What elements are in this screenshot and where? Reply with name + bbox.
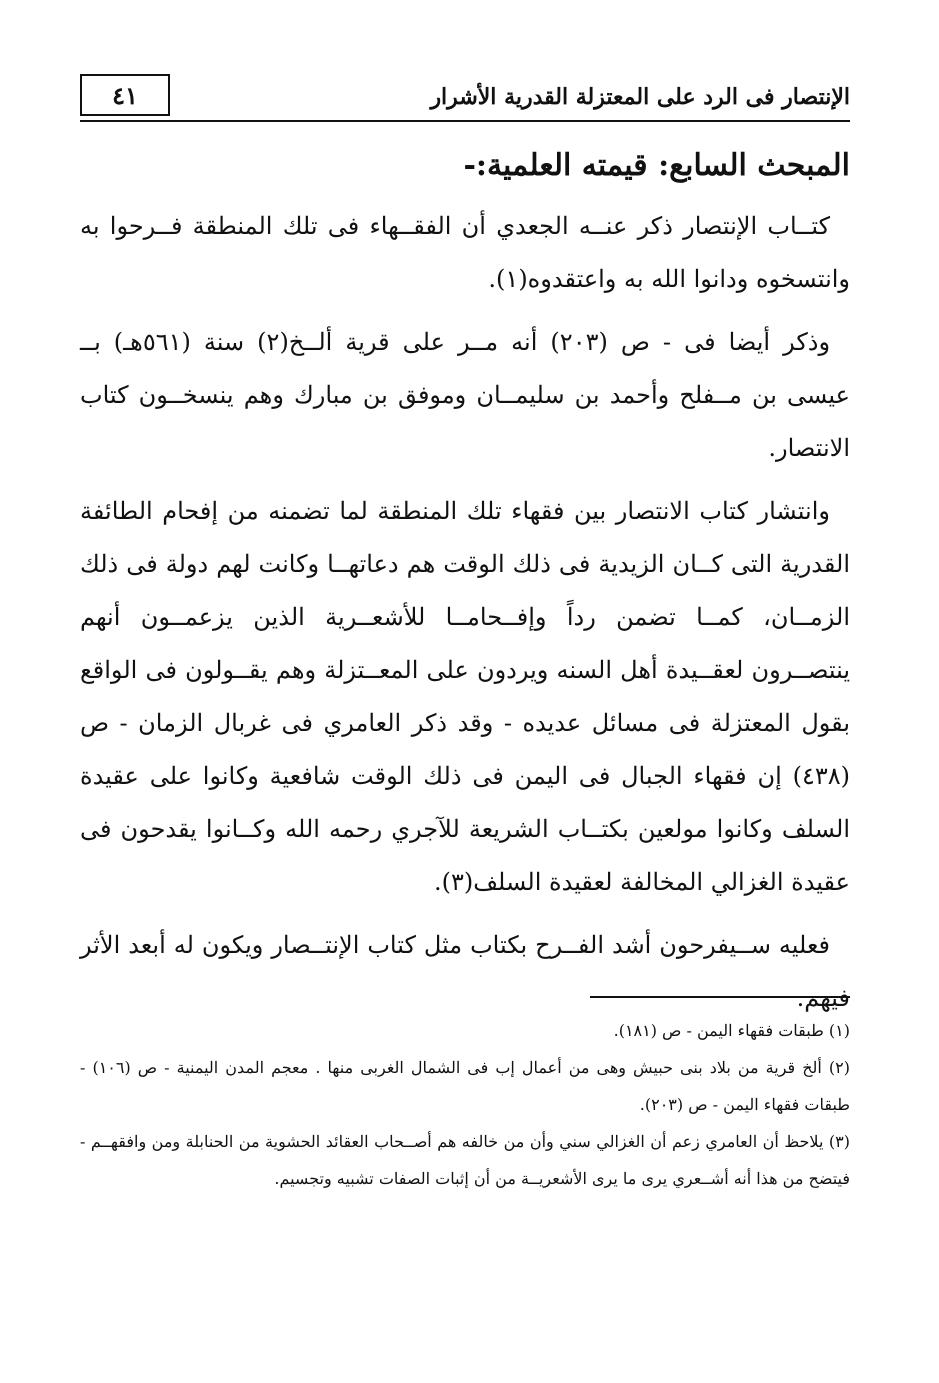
footnote-2: (٢) ألخ قرية من بلاد بنى حبيش وهى من أعمال إب فى الشمال الغربى منها . معجم المدن اليمنية - ص (١٠٦) - طبقات فقهاء اليمن - ص (٢٠٣). bbox=[80, 1058, 851, 1114]
footnotes bbox=[80, 1012, 850, 1197]
footnote-1: (١) طبقات فقهاء اليمن - ص (١٨١). bbox=[613, 1021, 850, 1040]
paragraph-3: وانتشار كتاب الانتصار بين فقهاء تلك المنطقة لما تضمنه من إفحام الطائفة القدرية التى كــان الزيدية فى ذلك الوقت هم دعاتهــا وكانت لهم دولة فى ذلك الزمــان، كمــا تضمن رداً وإفــحامــا للأشعــرية الذين يزعمــون أنهم ينتصــرون لعقــيدة أهل السنه ويردون على المعــتزلة وهم يقــولون فى الواقع بقول المعتزلة فى مسائل عديده - وقد ذكر العامري فى غربال الزمان - ص (٤٣٨) إن فقهاء الجبال فى اليمن فى ذلك الوقت شافعية وكانوا على عقيدة السلف وكانوا مولعين بكتــاب الشريعة للآجري رحمه الله وكــانوا يقدحون فى عقيدة الغزالي المخالفة لعقيدة السلف(٣). bbox=[80, 497, 850, 896]
running-title: الإنتصار فى الرد على المعتزلة القدرية الأشرار bbox=[430, 84, 850, 110]
header-rule bbox=[80, 120, 850, 122]
paragraph-4: فعليه ســيفرحون أشد الفــرح بكتاب مثل كتاب الإنتــصار ويكون له أبعد الأثر فيهم. bbox=[80, 931, 850, 1012]
footnote-3: (٣) يلاحظ أن العامري زعم أن الغزالي سني وأن من خالفه هم أصــحاب العقائد الحشوية من الحنابلة ومن وافقهــم - فيتضح من هذا أنه أشــعري يرى ما يرى الأشعريــة من أن إثبات الصفات تشبيه وتجسيم. bbox=[80, 1132, 851, 1188]
page-header bbox=[80, 66, 850, 126]
paragraph-1: كتــاب الإنتصار ذكر عنــه الجعدي أن الفقــهاء فى تلك المنطقة فــرحوا به وانتسخوه ودانوا الله به واعتقدوه(١). bbox=[80, 212, 850, 293]
page-number: ٤١ bbox=[80, 74, 170, 116]
paragraph-2: وذكر أيضا فى - ص (٢٠٣) أنه مــر على قرية ألــخ(٢) سنة (٥٦١هـ) بــ عيسى بن مــفلح وأحمد بن سليمــان وموفق بن مبارك وهم ينسخــون كتاب الانتصار. bbox=[80, 328, 850, 462]
section-heading: المبحث السابع: قيمته العلمية:- bbox=[463, 148, 850, 183]
main-content bbox=[80, 140, 850, 1035]
footnote-rule bbox=[590, 996, 850, 998]
